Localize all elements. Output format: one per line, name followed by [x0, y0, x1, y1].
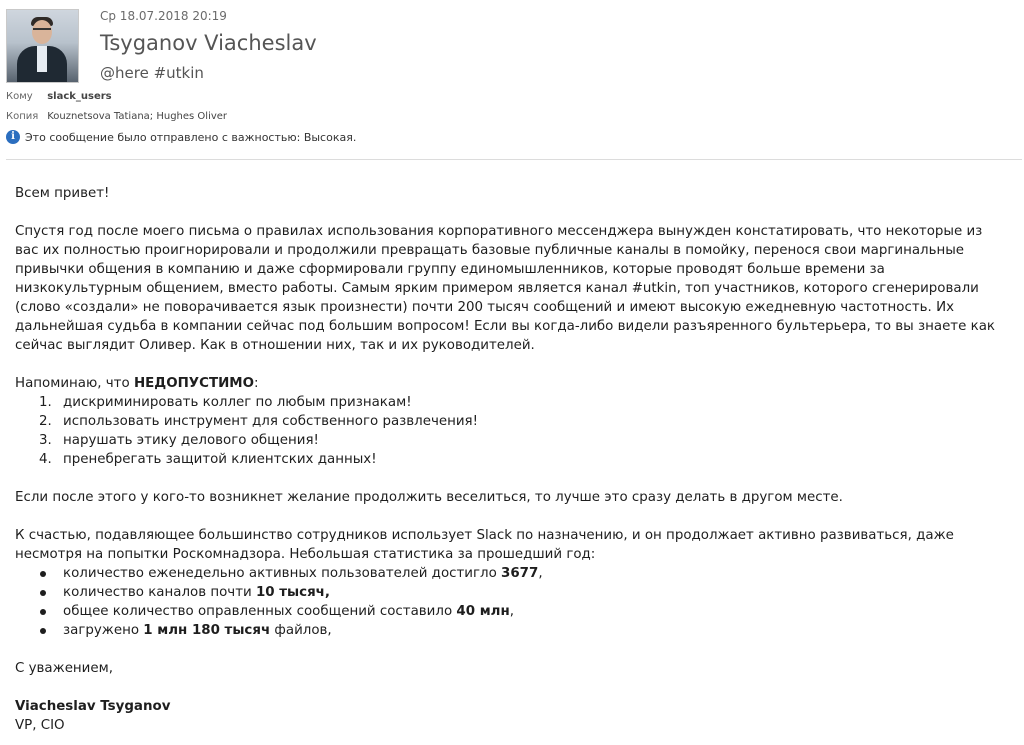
list-item: [15, 412, 1005, 431]
rules-list: [15, 393, 1005, 469]
paragraph-3: К счастью, подавляющее большинство сотрудников использует Slack по назначению, и он продолжает активно развиваться, даже несмотря на попытки Роскомнадзора. Небольшая статистика за прошедший год:: [15, 528, 954, 562]
paragraph-2: Если после этого у кого-то возникнет желание продолжить веселиться, то лучше это сразу делать в другом месте.: [15, 490, 843, 505]
stat-value: 3677: [501, 566, 539, 581]
list-item: [15, 621, 1005, 640]
message-subject: @here #utkin: [100, 64, 204, 82]
to-label: Кому: [6, 91, 33, 102]
cc-recipients[interactable]: Kouznetsova Tatiana; Hughes Oliver: [47, 111, 228, 122]
bullet-icon: [40, 628, 46, 634]
avatar-shirt: [37, 46, 47, 72]
header-divider: [6, 159, 1022, 160]
importance-banner: [6, 130, 356, 144]
message-date: Ср 18.07.2018 20:19: [100, 9, 227, 23]
list-number: 4.: [39, 452, 52, 467]
list-number: 2.: [39, 414, 52, 429]
list-item: [15, 583, 1005, 602]
stat-suffix: файлов,: [270, 623, 332, 638]
signature-name: Viacheslav Tsyganov: [15, 699, 171, 714]
reminder-prefix: Напоминаю, что: [15, 376, 134, 391]
list-number: 3.: [39, 433, 52, 448]
list-number: 1.: [39, 395, 52, 410]
stat-value: 1 млн 180 тысяч: [143, 623, 271, 638]
reminder-bold: НЕДОПУСТИМО: [133, 376, 255, 391]
sender-name[interactable]: Tsyganov Viacheslav: [100, 31, 317, 55]
closing: С уважением,: [15, 661, 113, 676]
signature-title: VP, CIO: [15, 718, 65, 733]
stat-suffix: ,: [509, 604, 514, 619]
importance-text: Это сообщение было отправлено с важностью: Высокая.: [25, 130, 357, 144]
stat-text: количество еженедельно активных пользователей достигло: [63, 566, 502, 581]
list-item: [15, 431, 1005, 450]
to-row: [6, 91, 112, 102]
message-body: [15, 184, 1005, 735]
to-recipient[interactable]: slack_users: [47, 91, 112, 102]
cc-label: Копия: [6, 111, 39, 122]
paragraph-1: Спустя год после моего письма о правилах использования корпоративного мессенджера вынужден констатировать, что некоторые из вас их полностью проигнорировали и продолжили превращать базовые публичные каналы в помойку, перенося свои маргинальные привычки общения в компанию и даже сформировали группу единомышленников, которые проводят больше времени за низкокультурным общением, вместо работы. Самым ярким примером является канал #utkin, топ участников, которого сгенерировали (слово «создали» не поворачивается язык произнести) почти 200 тысяч сообщений и имеют высокую ежедневную частотность. Их дальнейшая судьба в компании сейчас под большим вопросом! Если вы когда-либо видели разъяренного бультерьера, то вы знаете как сейчас выглядит Оливер. Как в отношении них, так и их руководителей.: [15, 224, 995, 353]
sender-avatar[interactable]: [6, 9, 79, 83]
info-icon: i: [6, 130, 20, 144]
bullet-icon: [40, 590, 46, 596]
stats-list: [15, 564, 1005, 640]
list-item: [15, 450, 1005, 469]
stat-value: 10 тысяч,: [255, 585, 330, 600]
bullet-icon: [40, 571, 46, 577]
stat-value: 40 млн: [456, 604, 510, 619]
bullet-icon: [40, 609, 46, 615]
stat-text: общее количество оправленных сообщений составило: [63, 604, 457, 619]
stat-suffix: ,: [538, 566, 543, 581]
list-item-text: дискриминировать коллег по любым признакам!: [63, 395, 412, 410]
list-item: [15, 564, 1005, 583]
avatar-glasses: [33, 28, 51, 33]
list-item-text: использовать инструмент для собственного развлечения!: [63, 414, 478, 429]
list-item: [15, 393, 1005, 412]
top-edge: [0, 0, 1024, 3]
cc-row: [6, 111, 227, 122]
stat-text: загружено: [63, 623, 144, 638]
list-item-text: пренебрегать защитой клиентских данных!: [63, 452, 377, 467]
stat-text: количество каналов почти: [63, 585, 256, 600]
reminder-line: [15, 374, 1005, 393]
greeting: Всем привет!: [15, 186, 110, 201]
list-item: [15, 602, 1005, 621]
reminder-suffix: :: [254, 376, 259, 391]
list-item-text: нарушать этику делового общения!: [63, 433, 319, 448]
